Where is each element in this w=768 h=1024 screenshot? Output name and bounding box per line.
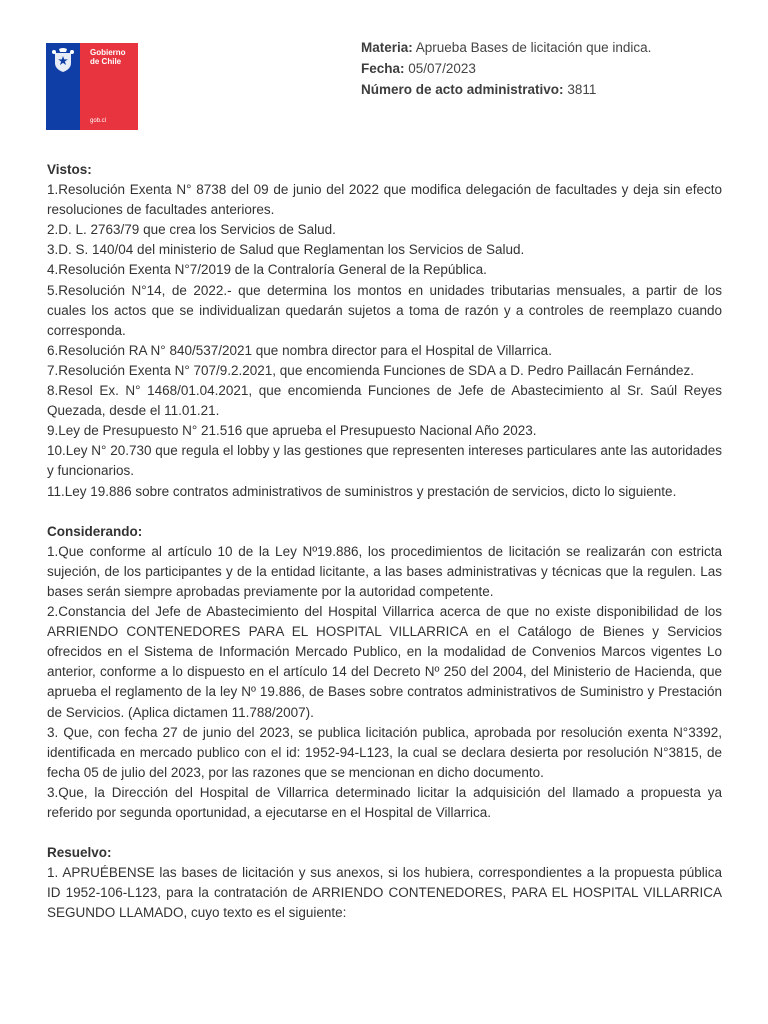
- vistos-item: 9.Ley de Presupuesto N° 21.516 que aprueba el Presupuesto Nacional Año 2023.: [47, 423, 537, 439]
- numero-row: [361, 79, 651, 100]
- fecha-value: 05/07/2023: [408, 61, 476, 76]
- document-body: [47, 160, 722, 924]
- considerando-item: 3. Que, con fecha 27 de junio del 2023, se publica licitación publica, aprobada por resolución exenta N°3392, identificada en mercado publico con el id: 1952-94-L123, la cual se declara desierta por resolución N°3815, de fecha 05 de julio del 2023, por las razones que se mencionan en dicho documento.: [47, 724, 722, 780]
- vistos-item: 11.Ley 19.886 sobre contratos administrativos de suministros y prestación de servicios, dicto lo siguiente.: [47, 483, 677, 499]
- numero-label: Número de acto administrativo:: [361, 82, 564, 97]
- vistos-title: Vistos:: [47, 162, 92, 177]
- section-spacer: [47, 823, 722, 843]
- vistos-item: 7.Resolución Exenta N° 707/9.2.2021, que encomienda Funciones de SDA a D. Pedro Paillacán Fernández.: [47, 362, 695, 378]
- vistos-item: 8.Resol Ex. N° 1468/01.04.2021, que encomienda Funciones de Jefe de Abastecimiento al Sr. Saúl Reyes Quezada, desde el 11.01.21.: [47, 383, 722, 419]
- vistos-item: 2.D. L. 2763/79 que crea los Servicios de Salud.: [47, 222, 336, 238]
- vistos-item: 3.D. S. 140/04 del ministerio de Salud que Reglamentan los Servicios de Salud.: [47, 242, 525, 258]
- fecha-row: [361, 58, 651, 79]
- vistos-item: 1.Resolución Exenta N° 8738 del 09 de junio del 2022 que modifica delegación de facultades y deja sin efecto resoluciones de facultades anteriores.: [47, 182, 722, 218]
- numero-value: 3811: [567, 82, 597, 97]
- considerando-item: 1.Que conforme al artículo 10 de la Ley Nº19.886, los procedimientos de licitación se realizarán con estricta sujeción, de los participantes y de la entidad licitante, a las bases administrativas y técnicas que la regulen. Las bases serán siempre aprobadas previamente por la autoridad competente.: [47, 543, 722, 599]
- considerando-title: Considerando:: [47, 523, 143, 539]
- document-header: [361, 37, 651, 100]
- vistos-item: 10.Ley N° 20.730 que regula el lobby y las gestiones que representen intereses particulares ante las autoridades y funcionarios.: [47, 443, 722, 479]
- section-spacer: [47, 502, 722, 522]
- vistos-item: 5.Resolución N°14, de 2022.- que determina los montos en unidades tributarias mensuales, a partir de los cuales los actos que se individualizan quedarán sujetos a toma de razón y a controles de reemplazo cuando corresponda.: [47, 282, 722, 338]
- fecha-label: Fecha:: [361, 61, 405, 76]
- materia-value: Aprueba Bases de licitación que indica.: [415, 40, 652, 55]
- coat-of-arms-icon: [51, 47, 75, 73]
- resuelvo-item: 1. APRUÉBENSE las bases de licitación y sus anexos, si los hubiera, correspondientes a la propuesta pública ID 1952-106-L123, para la contratación de ARRIENDO CONTENEDORES, PARA EL HOSPITAL VILLARRICA SEGUNDO LLAMADO, cuyo texto es el siguiente:: [47, 865, 722, 921]
- logo-wordmark: [90, 48, 126, 66]
- logo-line-1: Gobierno: [90, 48, 126, 57]
- materia-label: Materia:: [361, 40, 413, 55]
- materia-row: [361, 37, 651, 58]
- logo-line-2: de Chile: [90, 57, 122, 66]
- vistos-item: 6.Resolución RA N° 840/537/2021 que nombra director para el Hospital de Villarrica.: [47, 342, 552, 358]
- gobierno-de-chile-logo: [46, 43, 138, 130]
- vistos-item: 4.Resolución Exenta N°7/2019 de la Contraloría General de la República.: [47, 262, 487, 278]
- considerando-item: 3.Que, la Dirección del Hospital de Villarrica determinado licitar la adquisición del llamado a propuesta ya referido por segunda oportunidad, a ejecutarse en el Hospital de Villarrica.: [47, 784, 722, 820]
- logo-site: gob.cl: [90, 118, 107, 124]
- resuelvo-title: Resuelvo:: [47, 845, 112, 861]
- considerando-item: 2.Constancia del Jefe de Abastecimiento del Hospital Villarrica acerca de que no existe disponibilidad de los ARRIENDO CONTENEDORES PARA EL HOSPITAL VILLARRICA en el Catálogo de Bienes y Servicios ofrecidos en el Sistema de Información Mercado Publico, en la modalidad de Convenios Marcos vigentes Lo anterior, conforme a lo dispuesto en el artículo 14 del Decreto Nº 250 del 2004, del Ministerio de Hacienda, que aprueba el reglamento de la ley Nº 19.886, de Bases sobre contratos administrativos de Suministro y Prestación de Servicios. (Aplica dictamen 11.788/2007).: [47, 604, 722, 720]
